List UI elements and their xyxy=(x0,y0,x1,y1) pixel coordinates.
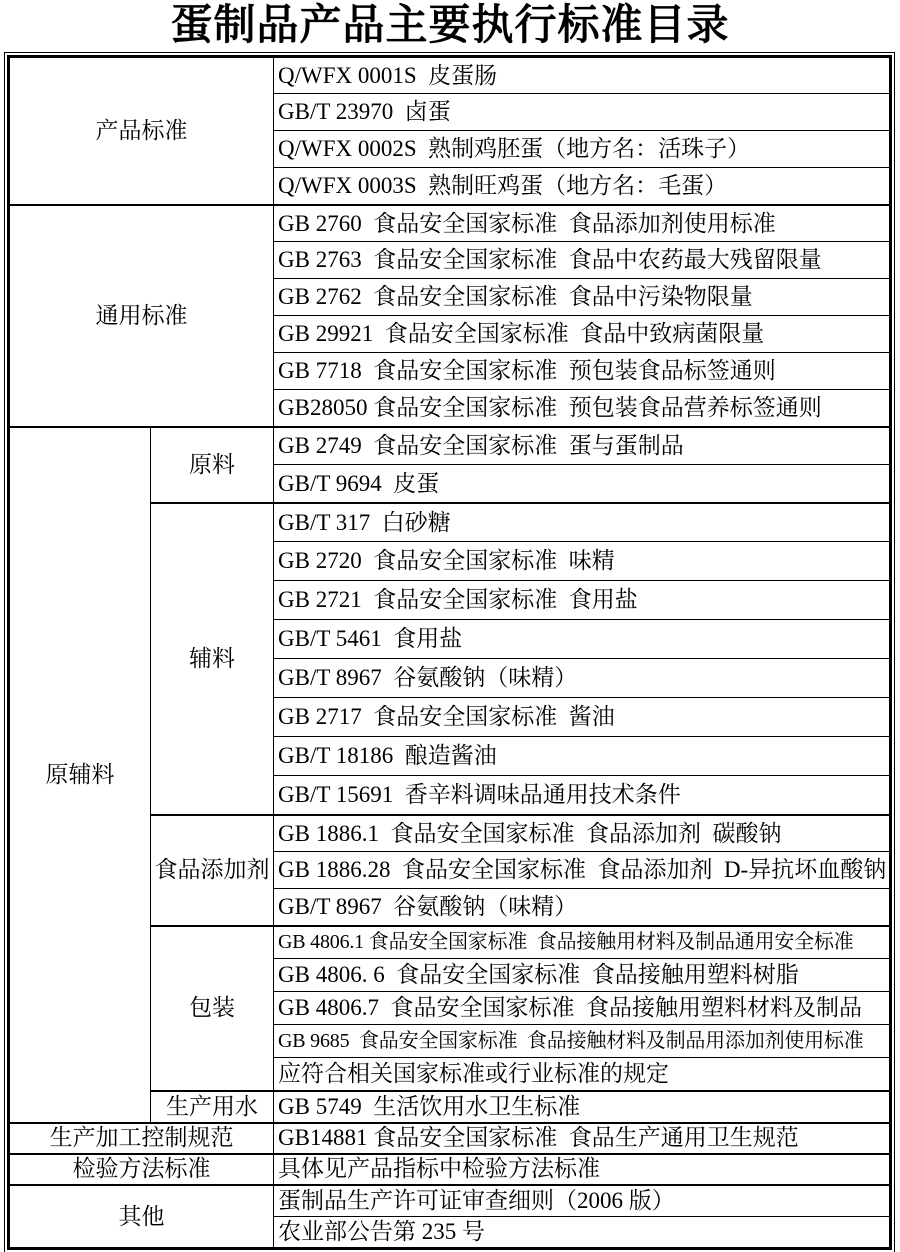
standard-cell: GB 5749 生活饮用水卫生标准 xyxy=(274,1091,891,1123)
page-title: 蛋制品产品主要执行标准目录 xyxy=(170,3,730,49)
table-row xyxy=(9,57,891,94)
standard-cell: GB 1886.28 食品安全国家标准 食品添加剂 D-异抗坏血酸钠 xyxy=(274,852,891,889)
standard-cell: Q/WFX 0003S 熟制旺鸡蛋（地方名：毛蛋） xyxy=(274,168,891,205)
standard-cell: GB 7718 食品安全国家标准 预包装食品标签通则 xyxy=(274,353,891,390)
standard-cell: GB 4806.7 食品安全国家标准 食品接触用塑料材料及制品 xyxy=(274,992,891,1025)
standard-cell: 具体见产品指标中检验方法标准 xyxy=(274,1154,891,1185)
category-other: 其他 xyxy=(9,1185,274,1249)
category-product-standards: 产品标准 xyxy=(9,57,274,205)
table-row xyxy=(9,1185,891,1217)
standard-cell: GB/T 8967 谷氨酸钠（味精） xyxy=(274,659,891,698)
standard-cell: GB/T 15691 香辛料调味品通用技术条件 xyxy=(274,776,891,815)
standard-cell: GB/T 5461 食用盐 xyxy=(274,620,891,659)
standard-cell: 蛋制品生产许可证审查细则（2006 版） xyxy=(274,1185,891,1217)
standard-cell: GB14881 食品安全国家标准 食品生产通用卫生规范 xyxy=(274,1123,891,1154)
standard-cell: GB/T 9694 皮蛋 xyxy=(274,465,891,503)
standard-cell: GB 9685 食品安全国家标准 食品接触材料及制品用添加剂使用标准 xyxy=(274,1025,891,1058)
category-inspection-methods: 检验方法标准 xyxy=(9,1154,274,1185)
category-raw-aux-materials: 原辅料 xyxy=(9,427,151,1123)
standard-cell: GB 2749 食品安全国家标准 蛋与蛋制品 xyxy=(274,427,891,465)
subcategory-packaging: 包装 xyxy=(151,926,274,1091)
table-row xyxy=(9,1154,891,1185)
standard-cell: GB 2721 食品安全国家标准 食用盐 xyxy=(274,581,891,620)
subcategory-raw-materials: 原料 xyxy=(151,427,274,503)
standard-cell: GB 29921 食品安全国家标准 食品中致病菌限量 xyxy=(274,316,891,353)
standards-table-border xyxy=(4,52,895,1252)
standard-cell: Q/WFX 0001S 皮蛋肠 xyxy=(274,57,891,94)
standard-cell: GB 2763 食品安全国家标准 食品中农药最大残留限量 xyxy=(274,242,891,279)
standard-cell: 农业部公告第 235 号 xyxy=(274,1217,891,1249)
standard-cell: GB 2720 食品安全国家标准 味精 xyxy=(274,542,891,581)
standard-cell: GB 1886.1 食品安全国家标准 食品添加剂 碳酸钠 xyxy=(274,815,891,852)
table-row xyxy=(9,1123,891,1154)
subcategory-aux-materials: 辅料 xyxy=(151,503,274,815)
standard-cell: GB 4806. 6 食品安全国家标准 食品接触用塑料树脂 xyxy=(274,959,891,992)
standard-cell: GB 4806.1 食品安全国家标准 食品接触用材料及制品通用安全标准 xyxy=(274,926,891,959)
table-row xyxy=(9,205,891,242)
standard-cell: GB28050 食品安全国家标准 预包装食品营养标签通则 xyxy=(274,390,891,427)
standard-cell: Q/WFX 0002S 熟制鸡胚蛋（地方名：活珠子） xyxy=(274,131,891,168)
standard-cell: GB 2762 食品安全国家标准 食品中污染物限量 xyxy=(274,279,891,316)
table-row xyxy=(9,427,891,465)
standard-cell: GB/T 317 白砂糖 xyxy=(274,503,891,542)
standard-cell: GB 2760 食品安全国家标准 食品添加剂使用标准 xyxy=(274,205,891,242)
standard-cell: GB/T 23970 卤蛋 xyxy=(274,94,891,131)
standard-cell: 应符合相关国家标准或行业标准的规定 xyxy=(274,1058,891,1091)
standard-cell: GB/T 18186 酿造酱油 xyxy=(274,737,891,776)
standard-cell: GB 2717 食品安全国家标准 酱油 xyxy=(274,698,891,737)
standards-table xyxy=(7,55,892,1250)
subcategory-production-water: 生产用水 xyxy=(151,1091,274,1123)
subcategory-food-additives: 食品添加剂 xyxy=(151,815,274,926)
standard-cell: GB/T 8967 谷氨酸钠（味精） xyxy=(274,889,891,926)
category-process-control: 生产加工控制规范 xyxy=(9,1123,274,1154)
category-general-standards: 通用标准 xyxy=(9,205,274,427)
